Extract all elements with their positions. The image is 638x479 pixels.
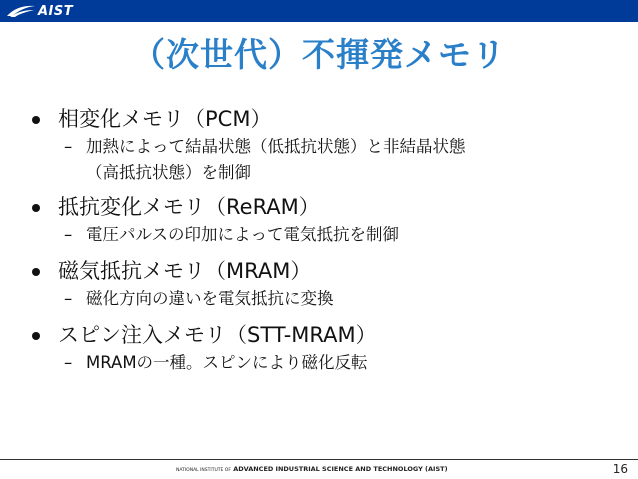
dash-icon: – [64, 137, 73, 156]
dash-icon: – [64, 289, 73, 308]
bullet-label: 磁気抵抗メモリ（MRAM） [58, 259, 312, 283]
bullet-dot-icon [32, 116, 40, 124]
bullet-label: 相変化メモリ（PCM） [58, 107, 272, 131]
bullet-dot-icon [32, 332, 40, 340]
bullet-item-mram [28, 256, 628, 286]
sub-bullet-pcm [28, 134, 628, 186]
bullet-item-reram [28, 192, 628, 222]
sub-bullet-text: MRAMの一種。スピンにより磁化反転 [86, 353, 368, 372]
page-number: 16 [612, 462, 628, 476]
logo-text: AIST [38, 3, 74, 19]
bullet-list [28, 104, 628, 376]
bullet-item-stt-mram [28, 320, 628, 350]
bullet-dot-icon [32, 268, 40, 276]
sub-bullet-text-line1: 加熱によって結晶状態（低抵抗状態）と非結晶状態 [86, 137, 466, 156]
bullet-label: スピン注入メモリ（STT-MRAM） [58, 323, 377, 347]
header-bar [0, 0, 638, 22]
sub-bullet-reram [28, 222, 628, 248]
sub-bullet-text: 電圧パルスの印加によって電気抵抗を制御 [86, 225, 400, 244]
bullet-label: 抵抗変化メモリ（ReRAM） [58, 195, 320, 219]
sub-bullet-mram [28, 286, 628, 312]
footer-name: ADVANCED INDUSTRIAL SCIENCE AND TECHNOLOGY (AIST) [233, 465, 448, 473]
bullet-item-pcm [28, 104, 628, 134]
footer-institute-name [176, 465, 448, 473]
sub-bullet-text-line2: （高抵抗状態）を制御 [86, 163, 251, 182]
sub-bullet-text: 磁化方向の違いを電気抵抗に変換 [86, 289, 334, 308]
sub-bullet-stt-mram [28, 350, 628, 376]
aist-swoosh-icon [6, 4, 36, 18]
slide-title: （次世代）不揮発メモリ [132, 35, 506, 74]
footer-divider [0, 459, 638, 460]
footer-prefix: NATIONAL INSTITUTE OF [176, 468, 231, 473]
aist-logo [6, 3, 73, 19]
dash-icon: – [64, 353, 73, 372]
dash-icon: – [64, 225, 73, 244]
bullet-dot-icon [32, 204, 40, 212]
